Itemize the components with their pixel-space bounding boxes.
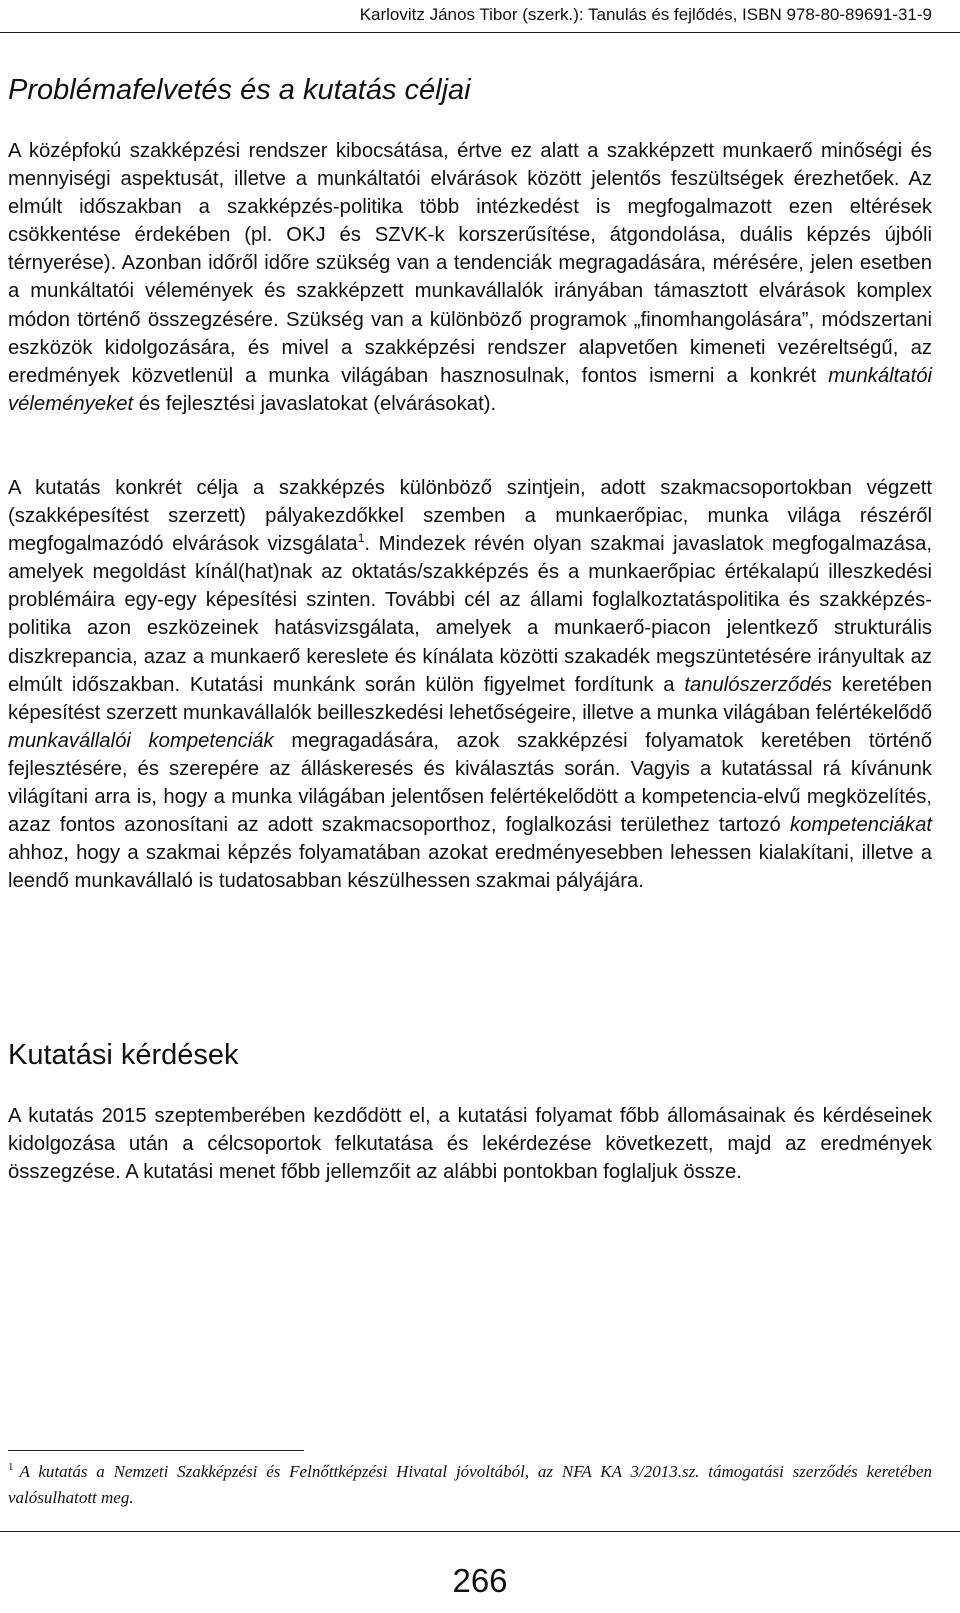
running-header: Karlovitz János Tibor (szerk.): Tanulás és fejlődés, ISBN 978-80-89691-31-9 [359, 5, 932, 24]
paragraph-text: és fejlesztési javaslatokat (elvárásokat). [133, 392, 497, 415]
section-title-problems: Problémafelvetés és a kutatás céljai [8, 74, 471, 106]
emphasis-competencies: kompetenciákat [789, 814, 932, 837]
paragraph-text: ahhoz, hogy a szakmai képzés folyamatában azokat eredményesebben lehessen kialakítani, illetve a leendő munkavállaló is tudatosabban készülhessen szakmai pályájára. [8, 842, 932, 893]
paragraph-text: megragadására, azok szakképzési folyamatok keretében történő fejlesztésére, és szerepére az álláskeresés és kiválasztás során. Vagyis a kutatással rá kívánunk világítani arra is, hogy a munka világában jelentősen felértékelődött a kompetencia-elvű megközelítés, azaz fontos azonosítani az adott szakmacsoporthoz, foglalkozási területhez tartozó [8, 729, 932, 837]
emphasis-employer-opinions: munkáltatói véleményeket [8, 364, 932, 415]
footnote-rule [8, 1450, 304, 1451]
footnote-number: 1 [8, 1461, 14, 1474]
footnote [8, 1459, 932, 1511]
paragraph-research-aim [8, 474, 932, 895]
header-rule [0, 32, 960, 33]
paragraph-research-questions: A kutatás 2015 szeptemberében kezdődött el, a kutatási folyamat főbb állomásainak és kérdéseinek kidolgozása után a célcsoportok felkutatása és lekérdezése következett, majd az eredmények összegzése. A kutatási menet főbb jellemzőit az alábbi pontokban foglaljuk össze. [8, 1105, 932, 1184]
footnote-reference[interactable]: 1 [357, 531, 365, 546]
page-number: 266 [452, 1562, 508, 1599]
paragraph-text: keretében képesítést szerzett munkavállalók beilleszkedési lehetőségeire, illetve a munka világában felértékelődő [8, 673, 932, 724]
footnote-text: A kutatás a Nemzeti Szakképzési és Felnőttképzési Hivatal jóvoltából, az NFA KA 3/2013.sz. támogatási szerződés keretében valósulhatott meg. [8, 1462, 932, 1507]
paragraph-text: . Mindezek révén olyan szakmai javaslatok megfogalmazása, amelyek megoldást kínál(hat)nak az oktatás/szakképzés és a munkaerőpiac értékalapú illeszkedési problémáira egy-egy képesítési szinten. További cél az állami foglalkoztatáspolitika és szakképzés-politika azon eszközeinek hatásvizsgálata, amelyek a munkaerő-piacon jelentkező strukturális diszkrepancia, azaz a munkaerő kereslete és kínálata közötti szakadék megszüntetésére irányultak az elmúlt időszakban. Kutatási munkánk során külön figyelmet fordítunk a [8, 533, 933, 696]
paragraph-text: A kutatás konkrét célja a szakképzés különböző szintjein, adott szakmacsoportokban végzett (szakképesítést szerzett) pályakezdőkkel szemben a munkaerőpiac, munka világa részéről megfogalmazódó elvárások vizsgálata [8, 477, 932, 556]
emphasis-apprenticeship: tanulószerződés [684, 673, 833, 696]
paragraph-problem-statement [8, 137, 932, 418]
paragraph-text: A középfokú szakképzési rendszer kibocsátása, értve ez alatt a szakképzett munkaerő minőségi és mennyiségi aspektusát, illetve a munkáltatói elvárások között jelentős feszültségek érezhetőek. Az elmúlt időszakban a szakképzés-politika több intézkedést is megfogalmazott ezen eltérések csökkentése érdekében (pl. OKJ és SZVK-k korszerűsítése, átgondolása, duális képzés újbóli térnyerése). Azonban időről időre szükség van a tendenciák megragadására, mérésére, jelen esetben a munkáltatói vélemények és szakképzett munkavállalók irányában támasztott elvárások komplex módon történő összegzésére. Szükség van a különböző programok „finomhangolására”, módszertani eszközök kidolgozására, és mivel a szakképzési rendszer alapvetően kimeneti vezéreltségű, az eredmények közvetlenül a munka világában hasznosulnak, fontos ismerni a konkrét [8, 140, 932, 387]
emphasis-employee-competencies: munkavállalói kompetenciák [8, 729, 274, 752]
section-title-research-questions: Kutatási kérdések [8, 1039, 239, 1071]
footer-rule [0, 1531, 960, 1532]
